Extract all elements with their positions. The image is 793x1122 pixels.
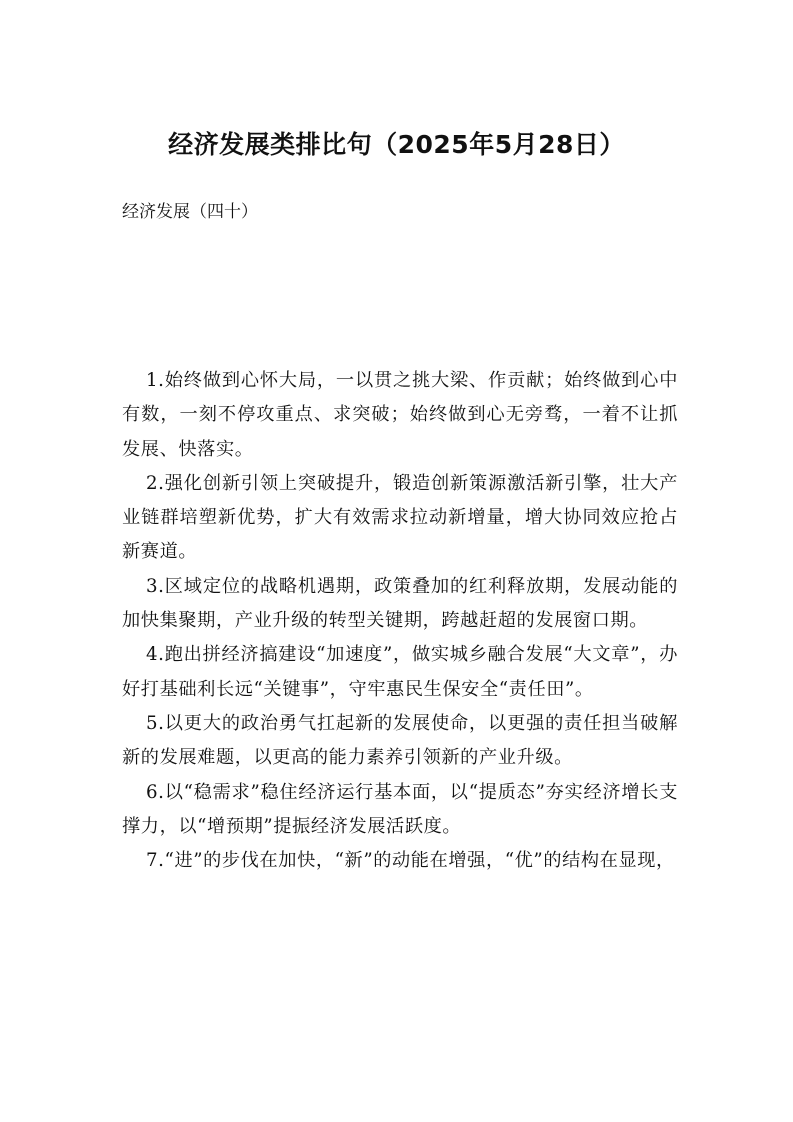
document-subtitle: 经济发展（四十） — [122, 202, 258, 222]
paragraph: 6.以“稳需求”稳住经济运行基本面，以“提质态”夯实经济增长支撑力，以“增预期”提振经济发展活跃度。 — [122, 781, 678, 837]
paragraph: 3.区域定位的战略机遇期，政策叠加的红利释放期，发展动能的加快集聚期，产业升级的转型关键期，跨越赶超的发展窗口期。 — [122, 575, 678, 632]
paragraph: 5.以更大的政治勇气扛起新的发展使命，以更强的责任担当破解新的发展难题，以更高的能力素养引领新的产业升级。 — [122, 712, 678, 769]
paragraph: 1.始终做到心怀大局，一以贯之挑大梁、作贡献；始终做到心中有数，一刻不停攻重点、求突破；始终做到心无旁骛，一着不让抓发展、快落实。 — [122, 370, 678, 460]
document-title: 经济发展类排比句（2025年5月28日） — [168, 130, 625, 159]
paragraph: 4.跑出拼经济搞建设“加速度”，做实城乡融合发展“大文章”，办好打基础利长远“关键事”，守牢惠民生保安全“责任田”。 — [122, 644, 678, 700]
document-body — [122, 364, 678, 878]
paragraph: 7.“进”的步伐在加快，“新”的动能在增强，“优”的结构在显现， — [146, 850, 675, 872]
paragraph: 2.强化创新引领上突破提升，锻造创新策源激活新引擎，壮大产业链群培塑新优势，扩大有效需求拉动新增量，增大协同效应抢占新赛道。 — [122, 472, 678, 563]
